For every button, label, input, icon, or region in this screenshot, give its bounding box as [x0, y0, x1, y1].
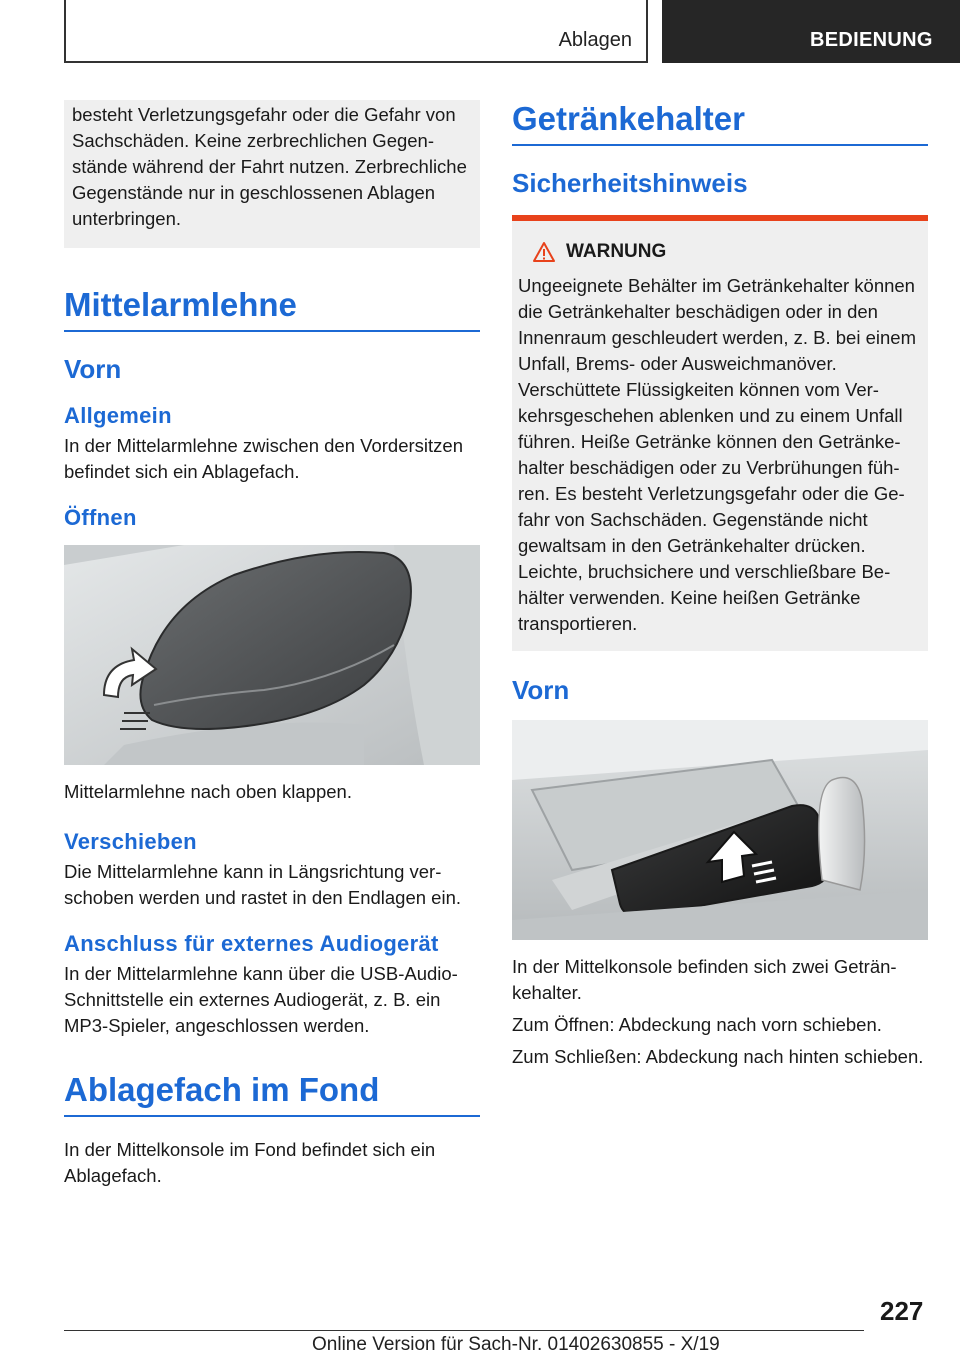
- armrest-illustration: [64, 545, 480, 765]
- text-zum-schliessen: Zum Schließen: Abdeckung nach hinten schieben.: [512, 1046, 924, 1067]
- heading-mittelarmlehne: Mittelarmlehne: [64, 286, 480, 332]
- page-header: [0, 0, 960, 66]
- footer-divider: [64, 1330, 864, 1331]
- warning-continuation-text: besteht Verletzungsgefahr oder die Gefahr von Sachschäden. Keine zerbrechlichen Gegenstände während der Fahrt nutzen. Zerbrechliche Gegenstände nur in geschlossenen Ablagen unterbringen.: [72, 104, 467, 229]
- text-ablagefach: In der Mittelkonsole im Fond befindet sich ein Ablagefach.: [64, 1139, 436, 1186]
- heading-getraenkehalter: Getränkehalter: [512, 100, 928, 146]
- online-version-text: Online Version für Sach-Nr. 01402630855 - X/19: [312, 1334, 720, 1355]
- heading-vorn-right: Vorn: [512, 675, 570, 705]
- text-anschluss: In der Mittelarmlehne kann über die USB-Audio-Schnittstelle ein externes Audiogerät, z. B. ein MP3-Spieler, angeschlossen werden.: [64, 963, 458, 1036]
- chapter-tab: [662, 0, 960, 63]
- cupholder-image: [512, 720, 928, 940]
- heading-sicherheitshinweis: Sicherheitshinweis: [512, 168, 928, 221]
- warning-box: [512, 221, 928, 651]
- text-allgemein: In der Mittelarmlehne zwischen den Vordersitzen befindet sich ein Ablagefach.: [64, 435, 463, 482]
- page-number: 227: [880, 1296, 924, 1326]
- armrest-image: [64, 545, 480, 765]
- heading-oeffnen: Öffnen: [64, 505, 137, 530]
- heading-allgemein: Allgemein: [64, 403, 172, 428]
- section-tab: [64, 0, 648, 63]
- heading-vorn-left: Vorn: [64, 354, 122, 384]
- heading-verschieben: Verschieben: [64, 829, 197, 854]
- cupholder-illustration: [512, 720, 928, 940]
- chapter-title: BEDIENUNG: [810, 29, 933, 51]
- heading-ablagefach: Ablagefach im Fond: [64, 1071, 480, 1117]
- text-zum-oeffnen: Zum Öffnen: Abdeckung nach vorn schieben.: [512, 1014, 882, 1035]
- text-konsole: In der Mittelkonsole befinden sich zwei Getränkehalter.: [512, 956, 897, 1003]
- heading-anschluss: Anschluss für externes Audiogerät: [64, 931, 439, 956]
- text-verschieben: Die Mittelarmlehne kann in Längsrichtung verschoben werden und rastet in den Endlagen ein.: [64, 861, 462, 908]
- warning-triangle-icon: [532, 241, 556, 263]
- text-oeffnen: Mittelarmlehne nach oben klappen.: [64, 781, 352, 802]
- warning-header: [532, 239, 922, 265]
- left-column: [64, 100, 480, 1189]
- section-title: Ablagen: [558, 29, 632, 51]
- warning-text: Ungeeignete Behälter im Getränkehalter können die Getränkehalter beschädigen oder in den Innenraum geschleudert werden, z. B. bei einem Unfall, Brems- oder Ausweichmanöver. Verschüttete Flüssigkeiten können vom Verkehrsgeschehen ablenken und zu einem Unfall führen. Heiße Getränke können den Getränkehalter beschädigen oder zu Verbrühungen führen. Es besteht Verletzungsgefahr oder die Gefahr von Sachschäden. Gegenstände nicht gewaltsam in den Getränkehalter drücken. Leichte, bruchsichere und verschließbare Behälter verwenden. Keine heißen Getränke transportieren.: [518, 275, 916, 634]
- warning-continuation-box: [64, 100, 480, 248]
- warning-title: WARNUNG: [566, 241, 667, 262]
- right-column: [512, 100, 928, 1070]
